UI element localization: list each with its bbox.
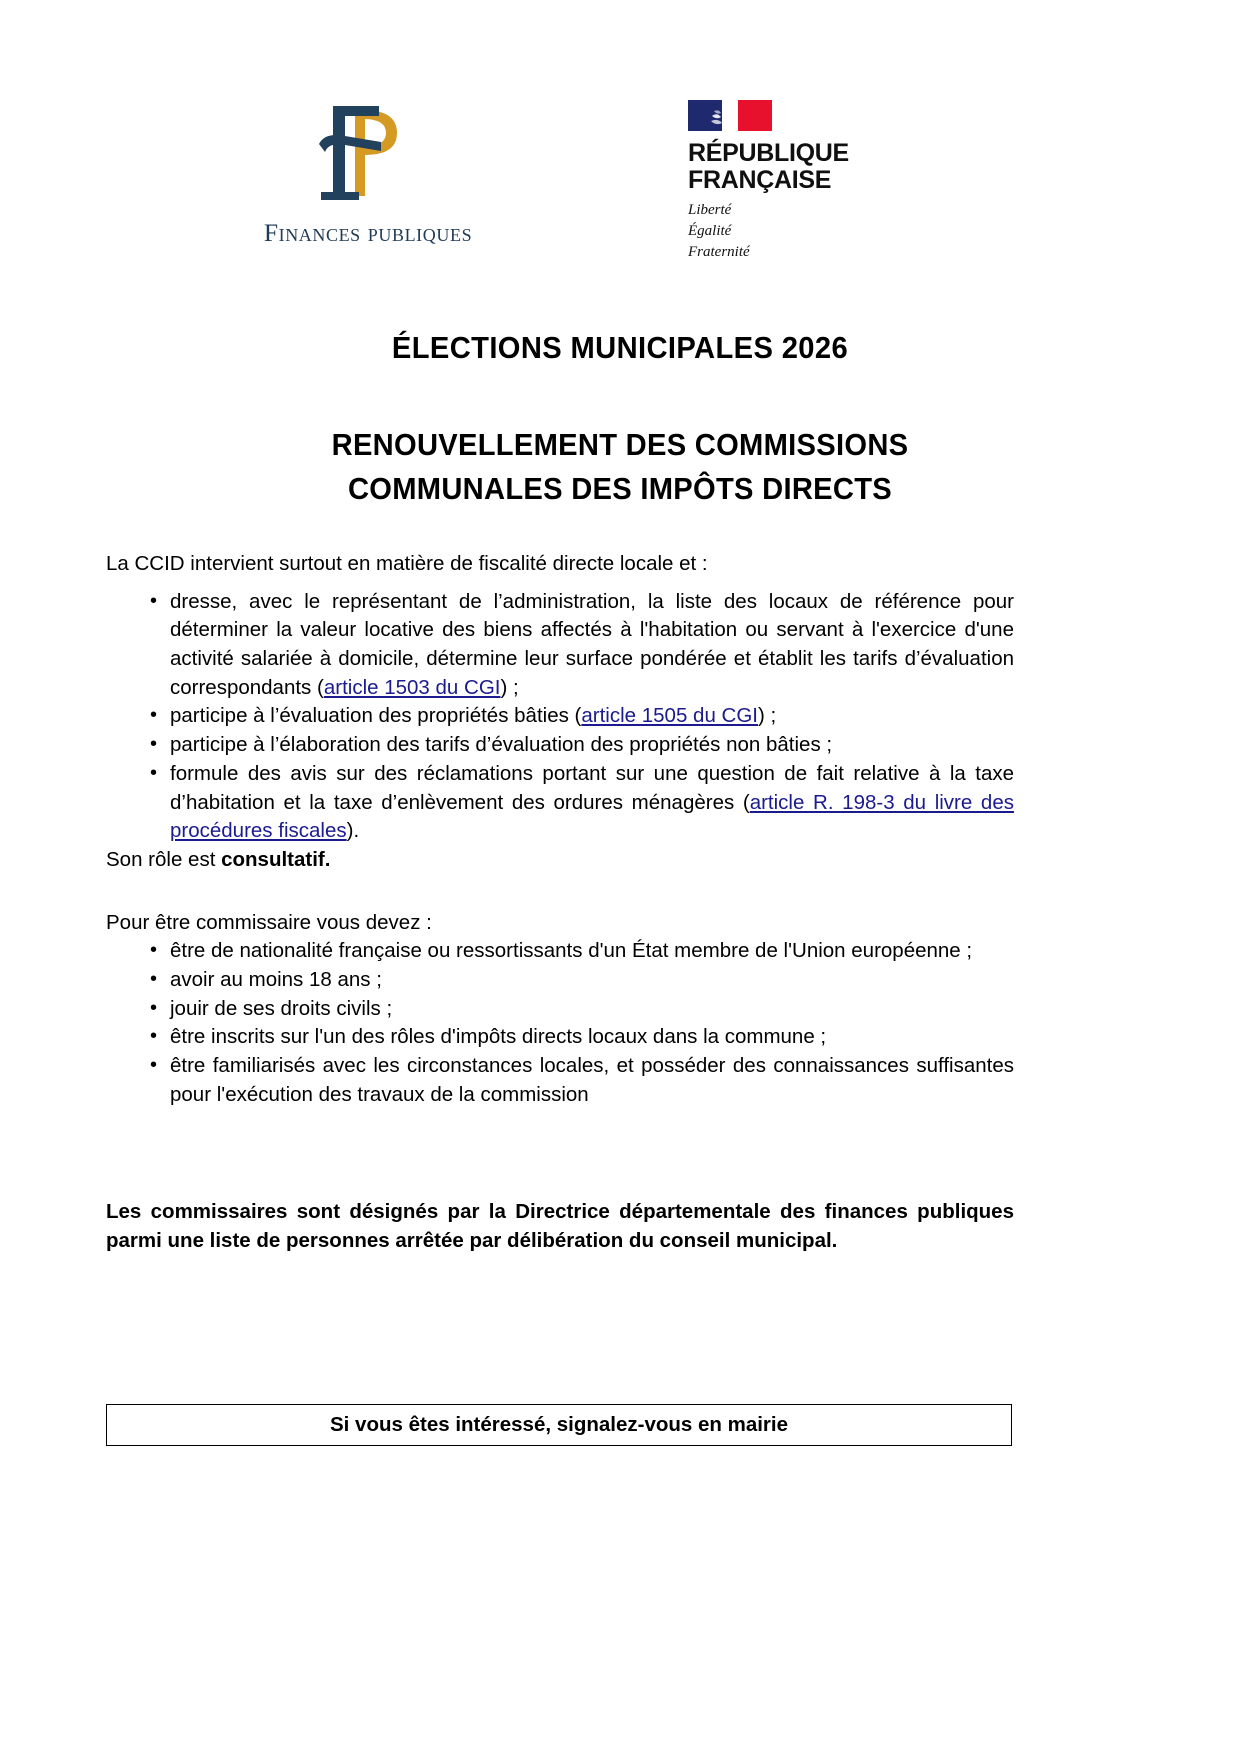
role-paragraph [106,846,1014,875]
callout-text: Si vous êtes intéressé, signalez-vous en mairie [329,1413,789,1436]
republique-motto [688,200,898,263]
list-item [106,588,1014,703]
list-item [106,1052,1014,1109]
requirement-text: être familiarisés avec les circonstances locales, et posséder des connaissances suffisantes pour l'exécution des travaux de la commission [170,1054,1014,1106]
link-article-1505-cgi[interactable]: article 1505 du CGI [581,704,758,728]
mission-text: participe à l’élaboration des tarifs d’évaluation des propriétés non bâties ; [170,733,833,757]
page-subtitle-line-2: COMMUNALES DES IMPÔTS DIRECTS [347,471,893,507]
dgfip-wordmark: Finances publiques [263,218,473,247]
mission-text: formule des avis sur des réclamations portant sur une question de fait relative à la taxe d’habitation et la taxe d’enlèvement des ordures ménagères ( [170,761,1014,814]
mission-text: participe à l’évaluation des propriétés bâties ( [170,704,582,728]
callout-box [106,1404,1012,1446]
link-article-1503-cgi[interactable]: article 1503 du CGI [323,675,501,699]
requirements-intro: Pour être commissaire vous devez : [106,910,432,934]
republique-francaise-logo [688,100,898,280]
role-prefix: Son rôle est [106,847,222,871]
header-logos [0,92,1240,292]
document-titles [0,330,1240,511]
mission-text-after: ) ; [500,675,519,699]
intro-paragraph: La CCID intervient surtout en matière de fiscalité directe locale et : [106,552,708,575]
motto-liberte: Liberté [688,202,732,218]
requirement-text: jouir de ses droits civils ; [170,996,393,1020]
motto-fraternite: Fraternité [688,244,750,260]
page-title: ÉLECTIONS MUNICIPALES 2026 [391,330,849,365]
link-article-r198-3-lpf[interactable]: article R. 198-3 du livre des procédures fiscales [170,790,1014,843]
designation-paragraph: Les commissaires sont désignés par la Directrice départementale des finances publiques parmi une liste de personnes arrêtée par délibération du conseil municipal. [106,1200,1014,1253]
requirement-text: avoir au moins 18 ans ; [170,967,382,991]
dgfip-logo [218,92,518,272]
dgfip-monogram-icon [218,92,518,212]
list-item [106,966,1014,995]
mission-text-after: ). [346,819,360,843]
list-item [106,937,1014,966]
page-subtitle-line-1: RENOUVELLEMENT DES COMMISSIONS [331,427,909,462]
list-item [106,995,1014,1024]
requirement-text: être inscrits sur l'un des rôles d'impôts directs locaux dans la commune ; [170,1025,827,1049]
mission-text-after: ) ; [758,704,777,728]
french-flag-marianne-icon [688,100,772,131]
list-item [106,702,1014,731]
republique-line-1: RÉPUBLIQUE [688,139,849,167]
motto-egalite: Égalité [688,223,732,239]
document-body [106,550,1014,1256]
list-item [106,1023,1014,1052]
requirements-list [106,937,1014,1109]
list-item [106,760,1014,846]
requirement-text: être de nationalité française ou ressortissants d'un État membre de l'Union européenne ; [170,939,973,963]
mission-text: dresse, avec le représentant de l’administration, la liste des locaux de référence pour déterminer la valeur locative des biens affectés à l'habitation ou servant à l'exercice d'une activité salariée à domicile, détermine leur surface pondérée et établit les tarifs d’évaluation correspondants ( [170,589,1014,699]
role-emphasis: consultatif. [221,847,331,871]
list-item [106,731,1014,760]
republique-line-2: FRANÇAISE [688,165,832,194]
missions-list [106,588,1014,846]
